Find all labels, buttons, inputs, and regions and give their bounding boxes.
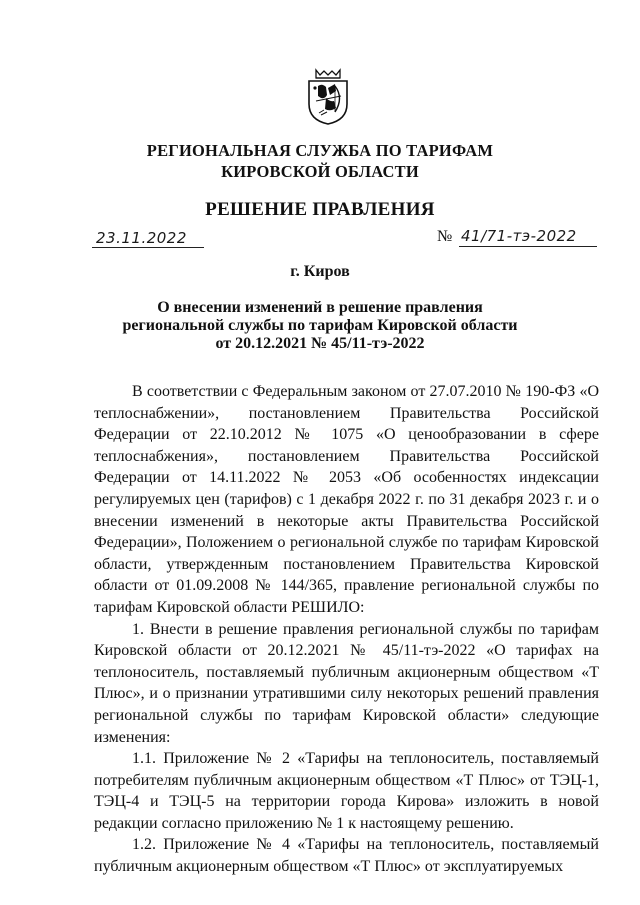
subject-line-1: О внесении изменений в решение правления bbox=[157, 299, 483, 316]
decision-number-value: 41/71-тэ-2022 bbox=[461, 227, 577, 245]
decision-body bbox=[94, 381, 599, 878]
decision-number bbox=[437, 227, 597, 249]
subject-line-2: региональной службы по тарифам Кировской области bbox=[122, 317, 518, 334]
preamble-paragraph: В соответствии с Федеральным законом от 27.07.2010 № 190-ФЗ «О теплоснабжении», постановлением Правительства Российской Федерации от 22.10.2012 № 1075 «О ценообразовании в сфере теплоснабжения», постановлением Правительства Российской Федерации от 14.11.2022 № 2053 «Об особенностях индексации регулируемых цен (тарифов) с 1 декабря 2022 г. по 31 декабря 2023 г. и о внесении изменений в некоторые акты Правительства Российской Федерации», Положением о региональной службе по тарифам Кировской области, утвержденным постановлением Правительства Кировской области от 01.09.2008 № 144/365, правление региональной службы по тарифам Кировской области РЕШИЛО: bbox=[94, 383, 599, 616]
kirov-oblast-coat-of-arms-icon bbox=[306, 68, 350, 126]
item-1-2-paragraph: 1.2. Приложение № 4 «Тарифы на теплоноситель, поставляемый публичным акционерным обществом «Т Плюс» от эксплуатируемых bbox=[94, 836, 599, 876]
agency-name-line-1: РЕГИОНАЛЬНАЯ СЛУЖБА ПО ТАРИФАМ bbox=[146, 141, 494, 160]
number-sign: № bbox=[437, 228, 453, 245]
agency-name-line-2: КИРОВСКОЙ ОБЛАСТИ bbox=[221, 162, 419, 181]
item-1-1-paragraph: 1.1. Приложение № 2 «Тарифы на теплоноситель, поставляемый потребителям публичным акционерным обществом «Т Плюс» от ТЭЦ-1, ТЭЦ-4 и ТЭЦ-5 на территории города Кирова» изложить в новой редакции согласно приложению № 1 к настоящему решению. bbox=[94, 750, 599, 832]
city-name: г. Киров bbox=[290, 263, 350, 280]
subject-line-3: от 20.12.2021 № 45/11-тэ-2022 bbox=[215, 335, 425, 352]
decision-date bbox=[92, 228, 204, 250]
number-underline bbox=[459, 246, 597, 247]
item-1-paragraph: 1. Внести в решение правления региональной службы по тарифам Кировской области от 20.12.2021 № 45/11-тэ-2022 «О тарифах на теплоноситель, поставляемый публичным акционерным обществом «Т Плюс», и о признании утратившими силу некоторых решений правления региональной службы по тарифам Кировской области» следующие изменения: bbox=[94, 620, 599, 746]
date-underline bbox=[92, 247, 204, 248]
decision-date-value: 23.11.2022 bbox=[96, 229, 187, 247]
document-type-title: РЕШЕНИЕ ПРАВЛЕНИЯ bbox=[205, 199, 435, 220]
